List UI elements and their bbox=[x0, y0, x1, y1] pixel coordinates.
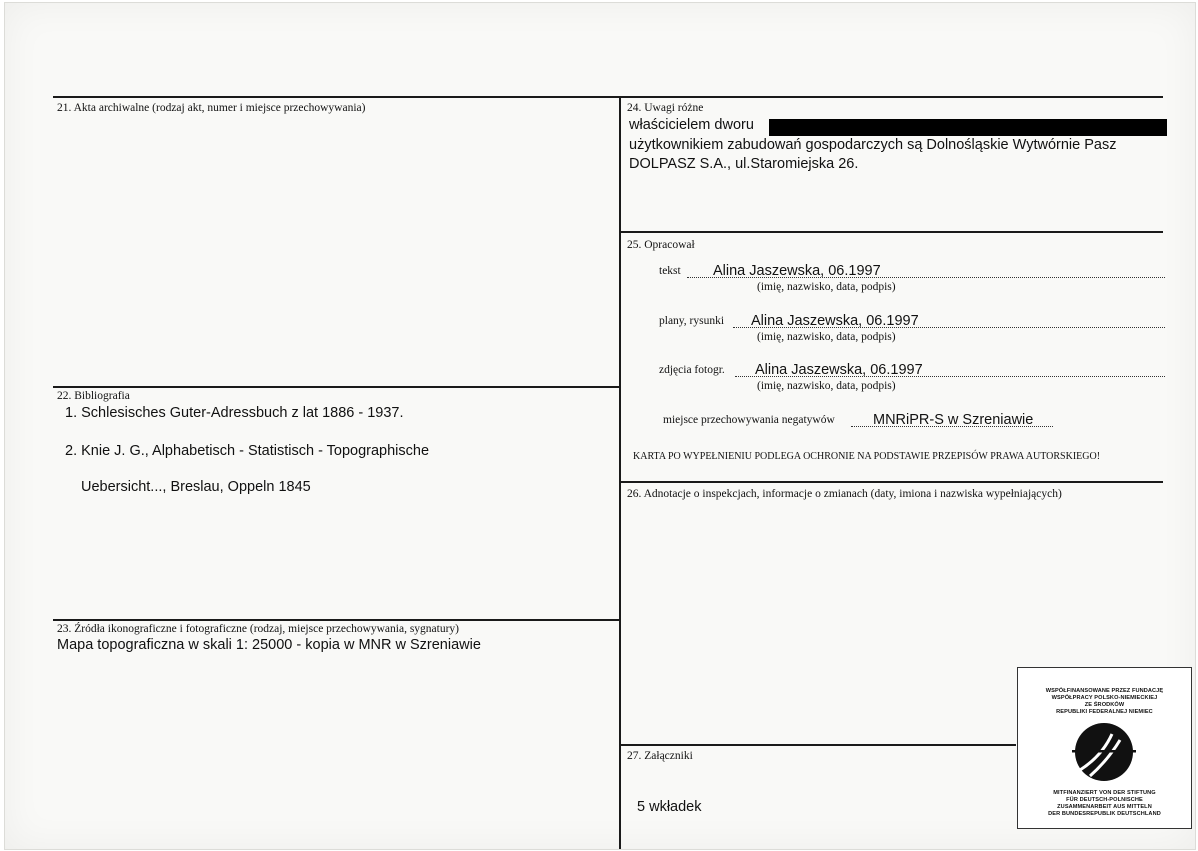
bibliography-item-2: 2. Knie J. G., Alphabetisch - Statistisch - Topographische bbox=[65, 443, 430, 459]
section-27-value: 5 wkładek bbox=[637, 799, 702, 815]
negatives-value: MNRiPR-S w Szreniawie bbox=[873, 412, 1034, 428]
stamp-bottom-line-2: FÜR DEUTSCH-POLNISCHE bbox=[1066, 797, 1143, 803]
author-text-value: Alina Jaszewska, 06.1997 bbox=[713, 263, 881, 279]
author-plans-value: Alina Jaszewska, 06.1997 bbox=[751, 313, 919, 329]
foundation-stamp bbox=[1017, 667, 1192, 829]
stamp-top-line-3: ZE ŚRODKÓW bbox=[1084, 702, 1125, 708]
center-divider bbox=[619, 97, 621, 849]
section-26-label: 26. Adnotacje o inspekcjach, informacje o zmianach (daty, imiona i nazwiska wypełniających) bbox=[627, 488, 1062, 500]
author-text-label: tekst bbox=[659, 265, 681, 277]
section-23-label: 23. Źródła ikonograficzne i fotograficzne (rodzaj, miejsce przechowywania, sygnatury) bbox=[57, 623, 460, 635]
stamp-bottom-line-4: DER BUNDESREPUBLIK DEUTSCHLAND bbox=[1048, 811, 1161, 817]
foundation-logo-icon bbox=[1072, 720, 1136, 784]
rule-23 bbox=[53, 619, 619, 621]
author-text-hint: (imię, nazwisko, data, podpis) bbox=[757, 281, 896, 293]
redaction-bar bbox=[769, 119, 1167, 136]
author-photos-label: zdjęcia fotogr. bbox=[659, 364, 725, 376]
section-21-label: 21. Akta archiwalne (rodzaj akt, numer i miejsce przechowywania) bbox=[57, 102, 366, 114]
stamp-top-line-1: WSPÓŁFINANSOWANE PRZEZ FUNDACJĘ bbox=[1045, 688, 1164, 694]
stamp-bottom-line-1: MITFINANZIERT VON DER STIFTUNG bbox=[1053, 790, 1156, 796]
rule-26 bbox=[619, 481, 1163, 483]
section-25-label: 25. Opracował bbox=[627, 239, 695, 251]
rule-25 bbox=[619, 231, 1163, 233]
remarks-line-2: użytkownikiem zabudowań gospodarczych są Dolnośląskie Wytwórnie Pasz bbox=[629, 137, 1117, 153]
section-27-label: 27. Załączniki bbox=[627, 750, 693, 762]
stamp-top-line-4: REPUBLIKI FEDERALNEJ NIEMIEC bbox=[1056, 709, 1153, 715]
section-22-label: 22. Bibliografia bbox=[57, 390, 130, 402]
top-rule bbox=[53, 96, 1163, 98]
author-plans-label: plany, rysunki bbox=[659, 315, 725, 327]
stamp-top-line-2: WSPÓŁPRACY POLSKO-NIEMIECKIEJ bbox=[1051, 695, 1158, 701]
stamp-bottom-line-3: ZUSAMMENARBEIT AUS MITTELN bbox=[1057, 804, 1152, 810]
author-photos-value: Alina Jaszewska, 06.1997 bbox=[755, 362, 923, 378]
bibliography-item-1: 1. Schlesisches Guter-Adressbuch z lat 1886 - 1937. bbox=[65, 405, 404, 421]
rule-27-left bbox=[619, 744, 1016, 746]
copyright-notice: KARTA PO WYPEŁNIENIU PODLEGA OCHRONIE NA PODSTAWIE PRZEPISÓW PRAWA AUTORSKIEGO! bbox=[633, 451, 1101, 462]
section-23-value: Mapa topograficzna w skali 1: 25000 - kopia w MNR w Szreniawie bbox=[57, 637, 481, 653]
section-24-label: 24. Uwagi różne bbox=[627, 102, 704, 114]
bibliography-item-2-cont: Uebersicht..., Breslau, Oppeln 1845 bbox=[81, 479, 311, 495]
rule-22 bbox=[53, 386, 619, 388]
remarks-line-3: DOLPASZ S.A., ul.Staromiejska 26. bbox=[629, 156, 859, 172]
form-sheet bbox=[4, 2, 1196, 850]
remarks-line-1: właścicielem dworu bbox=[629, 117, 754, 133]
author-plans-hint: (imię, nazwisko, data, podpis) bbox=[757, 331, 896, 343]
negatives-label: miejsce przechowywania negatywów bbox=[663, 414, 835, 426]
author-photos-hint: (imię, nazwisko, data, podpis) bbox=[757, 380, 896, 392]
